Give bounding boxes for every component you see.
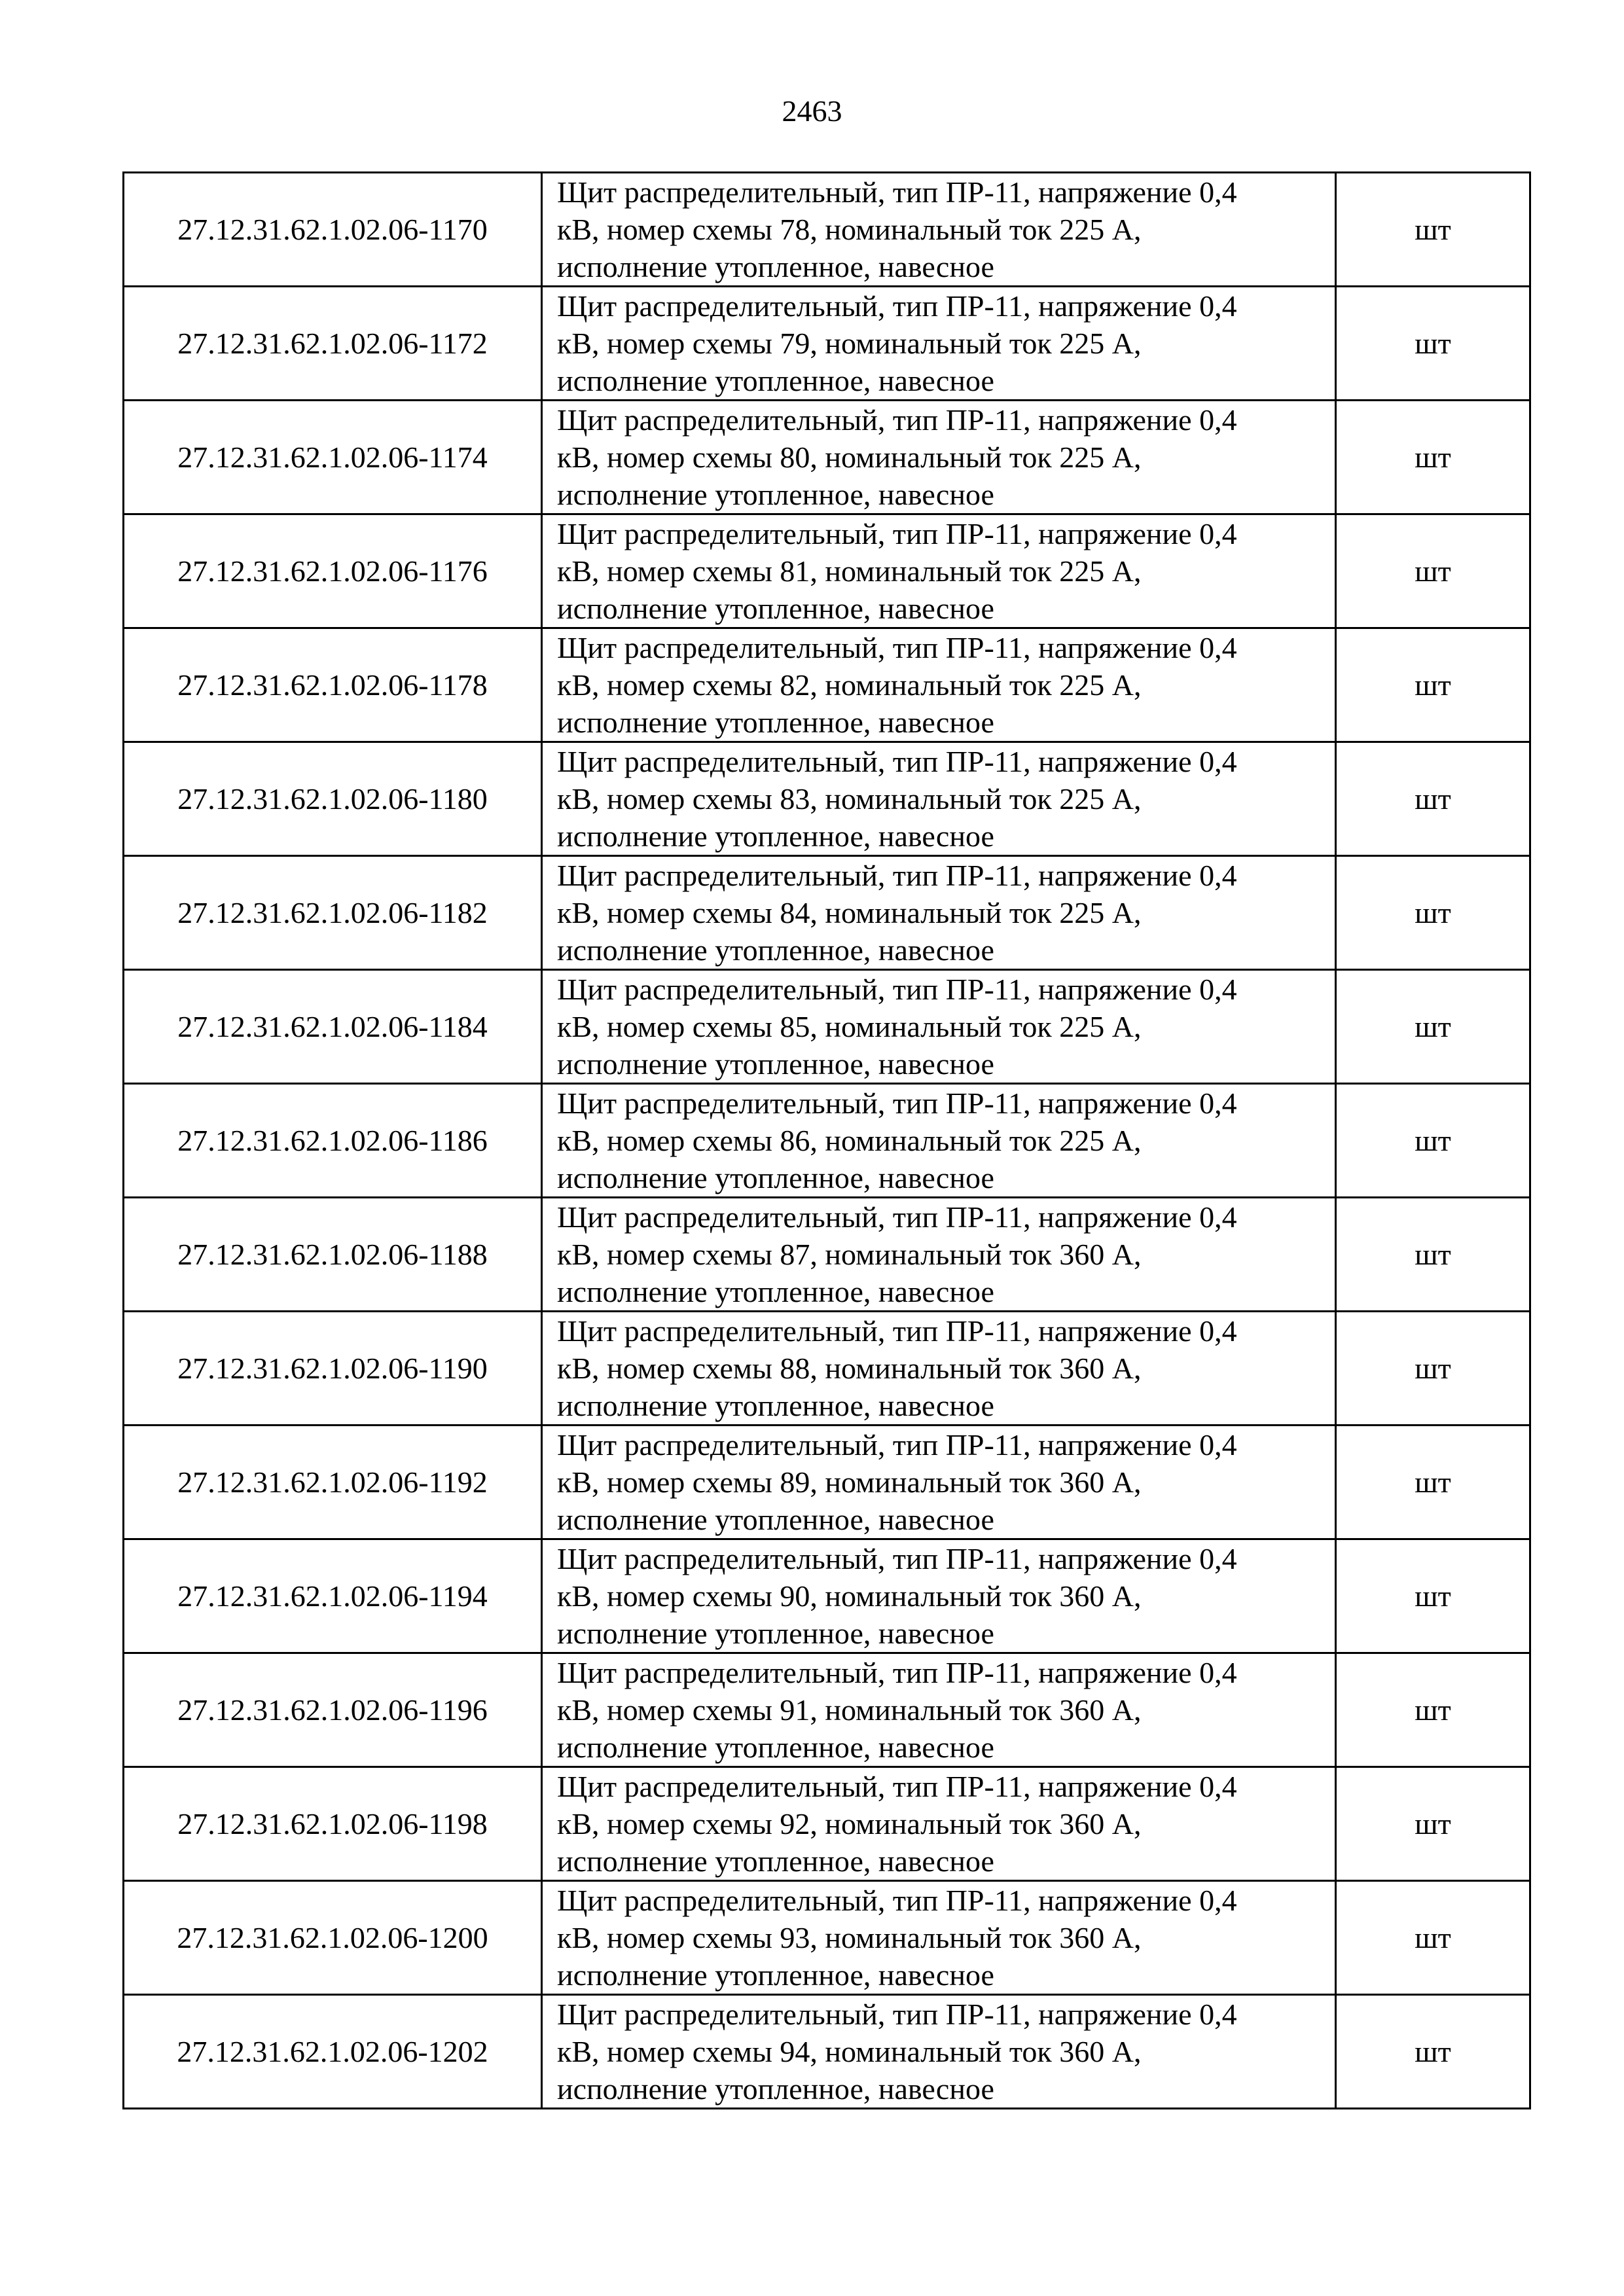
description-line: кВ, номер схемы 88, номинальный ток 360 А, <box>557 1352 1142 1385</box>
description-line: кВ, номер схемы 79, номинальный ток 225 А, <box>557 327 1142 360</box>
resource-unit: шт <box>1336 1198 1530 1312</box>
resource-code: 27.12.31.62.1.02.06-1196 <box>124 1653 542 1767</box>
description-line: исполнение утопленное, навесное <box>557 819 994 853</box>
resource-unit: шт <box>1336 287 1530 401</box>
resource-description <box>542 856 1336 970</box>
description-line: Щит распределительный, тип ПР-11, напряжение 0,4 <box>557 403 1237 437</box>
resource-description <box>542 287 1336 401</box>
resource-unit: шт <box>1336 1539 1530 1653</box>
resource-code: 27.12.31.62.1.02.06-1172 <box>124 287 542 401</box>
description-line: Щит распределительный, тип ПР-11, напряжение 0,4 <box>557 1086 1237 1120</box>
resource-unit: шт <box>1336 1995 1530 2109</box>
description-line: Щит распределительный, тип ПР-11, напряжение 0,4 <box>557 1998 1237 2031</box>
resource-description <box>542 514 1336 628</box>
resource-unit: шт <box>1336 628 1530 742</box>
resource-unit: шт <box>1336 856 1530 970</box>
resource-code: 27.12.31.62.1.02.06-1184 <box>124 970 542 1084</box>
page-number: 2463 <box>782 94 842 128</box>
description-line: Щит распределительный, тип ПР-11, напряжение 0,4 <box>557 1542 1237 1575</box>
resource-code: 27.12.31.62.1.02.06-1174 <box>124 401 542 514</box>
resource-code: 27.12.31.62.1.02.06-1178 <box>124 628 542 742</box>
description-line: кВ, номер схемы 90, номинальный ток 360 А, <box>557 1579 1142 1613</box>
table-row <box>124 1312 1530 1426</box>
resource-code: 27.12.31.62.1.02.06-1200 <box>124 1881 542 1995</box>
resource-code: 27.12.31.62.1.02.06-1182 <box>124 856 542 970</box>
description-line: исполнение утопленное, навесное <box>557 1617 994 1650</box>
description-line: Щит распределительный, тип ПР-11, напряжение 0,4 <box>557 289 1237 323</box>
resource-code: 27.12.31.62.1.02.06-1190 <box>124 1312 542 1426</box>
description-line: Щит распределительный, тип ПР-11, напряжение 0,4 <box>557 1656 1237 1689</box>
resource-code: 27.12.31.62.1.02.06-1186 <box>124 1084 542 1198</box>
description-line: Щит распределительный, тип ПР-11, напряжение 0,4 <box>557 175 1237 209</box>
resource-description <box>542 1084 1336 1198</box>
description-line: кВ, номер схемы 83, номинальный ток 225 А, <box>557 782 1142 816</box>
description-line: Щит распределительный, тип ПР-11, напряжение 0,4 <box>557 1314 1237 1348</box>
description-line: исполнение утопленное, навесное <box>557 1731 994 1764</box>
resource-code: 27.12.31.62.1.02.06-1180 <box>124 742 542 856</box>
table-row <box>124 856 1530 970</box>
table-row <box>124 628 1530 742</box>
table-row <box>124 970 1530 1084</box>
description-line: кВ, номер схемы 94, номинальный ток 360 А, <box>557 2035 1142 2068</box>
resource-description <box>542 1426 1336 1539</box>
table-row <box>124 1539 1530 1653</box>
description-line: исполнение утопленное, навесное <box>557 706 994 739</box>
resource-unit: шт <box>1336 970 1530 1084</box>
resource-code: 27.12.31.62.1.02.06-1192 <box>124 1426 542 1539</box>
table-row <box>124 1767 1530 1881</box>
resource-code: 27.12.31.62.1.02.06-1194 <box>124 1539 542 1653</box>
description-line: Щит распределительный, тип ПР-11, напряжение 0,4 <box>557 1428 1237 1462</box>
description-line: кВ, номер схемы 92, номинальный ток 360 А, <box>557 1807 1142 1840</box>
table-row <box>124 1995 1530 2109</box>
resource-unit: шт <box>1336 1426 1530 1539</box>
resource-description <box>542 1312 1336 1426</box>
description-line: кВ, номер схемы 81, номинальный ток 225 А, <box>557 554 1142 588</box>
description-line: Щит распределительный, тип ПР-11, напряжение 0,4 <box>557 517 1237 550</box>
description-line: кВ, номер схемы 78, номинальный ток 225 А, <box>557 213 1142 246</box>
table-row <box>124 1084 1530 1198</box>
resource-description <box>542 1539 1336 1653</box>
description-line: Щит распределительный, тип ПР-11, напряжение 0,4 <box>557 1200 1237 1234</box>
description-line: исполнение утопленное, навесное <box>557 592 994 625</box>
resource-description <box>542 1881 1336 1995</box>
table-row <box>124 1881 1530 1995</box>
resource-unit: шт <box>1336 173 1530 287</box>
resource-unit: шт <box>1336 1767 1530 1881</box>
resource-description <box>542 1653 1336 1767</box>
resource-description <box>542 1767 1336 1881</box>
resource-description <box>542 401 1336 514</box>
resource-code: 27.12.31.62.1.02.06-1188 <box>124 1198 542 1312</box>
description-line: Щит распределительный, тип ПР-11, напряжение 0,4 <box>557 973 1237 1006</box>
resource-description <box>542 628 1336 742</box>
description-line: Щит распределительный, тип ПР-11, напряжение 0,4 <box>557 1884 1237 1917</box>
description-line: исполнение утопленное, навесное <box>557 250 994 283</box>
resource-description <box>542 173 1336 287</box>
resource-code: 27.12.31.62.1.02.06-1170 <box>124 173 542 287</box>
resource-table <box>122 171 1531 2109</box>
description-line: исполнение утопленное, навесное <box>557 478 994 511</box>
table-row <box>124 401 1530 514</box>
description-line: Щит распределительный, тип ПР-11, напряжение 0,4 <box>557 1770 1237 1803</box>
table-row <box>124 1198 1530 1312</box>
description-line: кВ, номер схемы 84, номинальный ток 225 А, <box>557 896 1142 929</box>
description-line: кВ, номер схемы 80, номинальный ток 225 А, <box>557 440 1142 474</box>
description-line: исполнение утопленное, навесное <box>557 1047 994 1081</box>
description-line: Щит распределительный, тип ПР-11, напряжение 0,4 <box>557 745 1237 778</box>
resource-description <box>542 1198 1336 1312</box>
resource-description <box>542 1995 1336 2109</box>
table-row <box>124 742 1530 856</box>
resource-code: 27.12.31.62.1.02.06-1202 <box>124 1995 542 2109</box>
description-line: исполнение утопленное, навесное <box>557 1161 994 1194</box>
resource-unit: шт <box>1336 401 1530 514</box>
description-line: кВ, номер схемы 89, номинальный ток 360 А, <box>557 1465 1142 1499</box>
resource-unit: шт <box>1336 514 1530 628</box>
table-row <box>124 1653 1530 1767</box>
description-line: Щит распределительный, тип ПР-11, напряжение 0,4 <box>557 859 1237 892</box>
resource-unit: шт <box>1336 742 1530 856</box>
resource-description <box>542 970 1336 1084</box>
resource-unit: шт <box>1336 1084 1530 1198</box>
description-line: кВ, номер схемы 87, номинальный ток 360 А, <box>557 1238 1142 1271</box>
resource-code: 27.12.31.62.1.02.06-1176 <box>124 514 542 628</box>
description-line: исполнение утопленное, навесное <box>557 2072 994 2106</box>
resource-unit: шт <box>1336 1881 1530 1995</box>
table-row <box>124 173 1530 287</box>
resource-unit: шт <box>1336 1312 1530 1426</box>
description-line: Щит распределительный, тип ПР-11, напряжение 0,4 <box>557 631 1237 664</box>
description-line: исполнение утопленное, навесное <box>557 1275 994 1308</box>
description-line: исполнение утопленное, навесное <box>557 933 994 967</box>
description-line: кВ, номер схемы 82, номинальный ток 225 А, <box>557 668 1142 702</box>
table-row <box>124 1426 1530 1539</box>
description-line: исполнение утопленное, навесное <box>557 1844 994 1878</box>
resource-description <box>542 742 1336 856</box>
description-line: исполнение утопленное, навесное <box>557 1503 994 1536</box>
description-line: кВ, номер схемы 91, номинальный ток 360 А, <box>557 1693 1142 1727</box>
resource-code: 27.12.31.62.1.02.06-1198 <box>124 1767 542 1881</box>
resource-table-body <box>124 173 1530 2109</box>
table-row <box>124 514 1530 628</box>
table-row <box>124 287 1530 401</box>
description-line: исполнение утопленное, навесное <box>557 364 994 397</box>
description-line: кВ, номер схемы 85, номинальный ток 225 А, <box>557 1010 1142 1043</box>
description-line: исполнение утопленное, навесное <box>557 1389 994 1422</box>
resource-unit: шт <box>1336 1653 1530 1767</box>
description-line: кВ, номер схемы 93, номинальный ток 360 А, <box>557 1921 1142 1954</box>
description-line: исполнение утопленное, навесное <box>557 1958 994 1992</box>
description-line: кВ, номер схемы 86, номинальный ток 225 А, <box>557 1124 1142 1157</box>
